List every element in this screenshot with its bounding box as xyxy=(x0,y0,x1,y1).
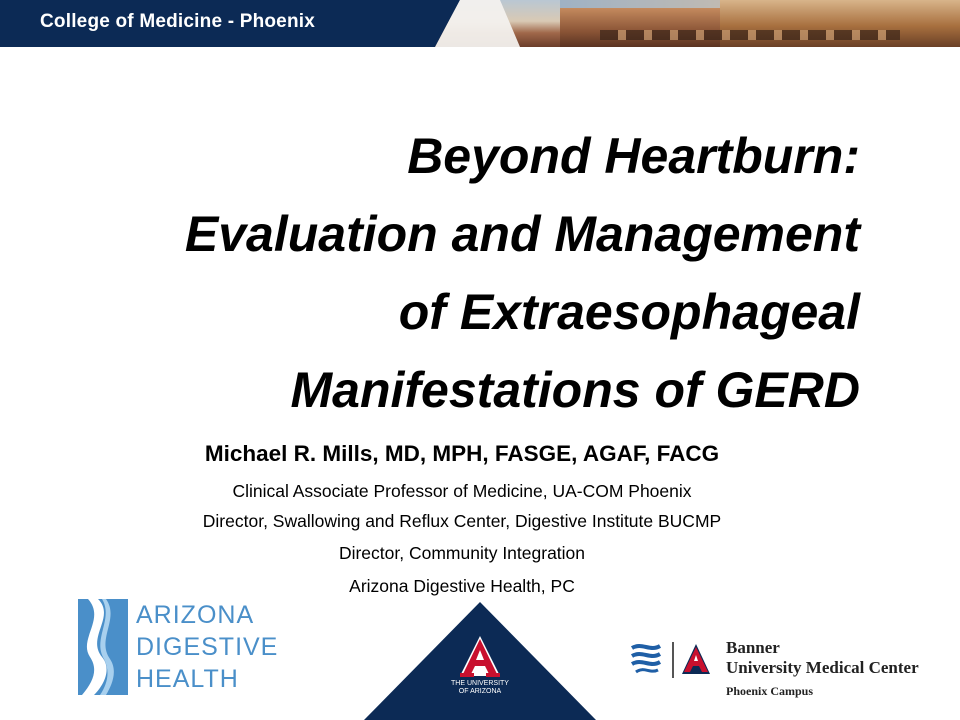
presenter-role-2: Director, Swallowing and Reflux Center, Digestive Institute BUCMP xyxy=(202,511,722,531)
banner-wave-icon xyxy=(628,638,718,682)
title-line-4: Manifestations of GERD xyxy=(290,362,860,418)
adh-line-2: DIGESTIVE xyxy=(136,633,279,661)
page-title xyxy=(60,117,860,429)
presenter-name: Michael R. Mills, MD, MPH, FASGE, AGAF, FACG xyxy=(204,441,720,466)
header-banner xyxy=(0,0,960,47)
adh-swoosh-icon xyxy=(76,597,132,697)
title-line-3: of Extraesophageal xyxy=(398,284,860,340)
presenter-role-3: Director, Community Integration xyxy=(338,543,586,563)
ua-caption xyxy=(440,680,520,696)
banner-line-1: Banner xyxy=(726,638,780,657)
ua-caption-line-1: THE UNIVERSITY xyxy=(451,680,509,687)
presenter-role-4: Arizona Digestive Health, PC xyxy=(349,576,575,596)
title-line-2: Evaluation and Management xyxy=(184,206,860,262)
banner-university-medical-center-logo xyxy=(628,638,938,704)
college-label: College of Medicine - Phoenix xyxy=(40,11,316,32)
adh-line-1: ARIZONA xyxy=(136,601,255,629)
adh-line-3: HEALTH xyxy=(136,665,239,693)
arizona-digestive-health-logo xyxy=(76,597,296,697)
university-of-arizona-emblem xyxy=(364,602,596,720)
banner-line-3: Phoenix Campus xyxy=(726,684,814,698)
banner-line-2: University Medical Center xyxy=(726,658,919,677)
title-line-1: Beyond Heartburn: xyxy=(407,128,860,184)
presenter-role-1: Clinical Associate Professor of Medicine, UA-COM Phoenix xyxy=(232,481,692,501)
ua-caption-line-2: OF ARIZONA xyxy=(458,688,502,695)
